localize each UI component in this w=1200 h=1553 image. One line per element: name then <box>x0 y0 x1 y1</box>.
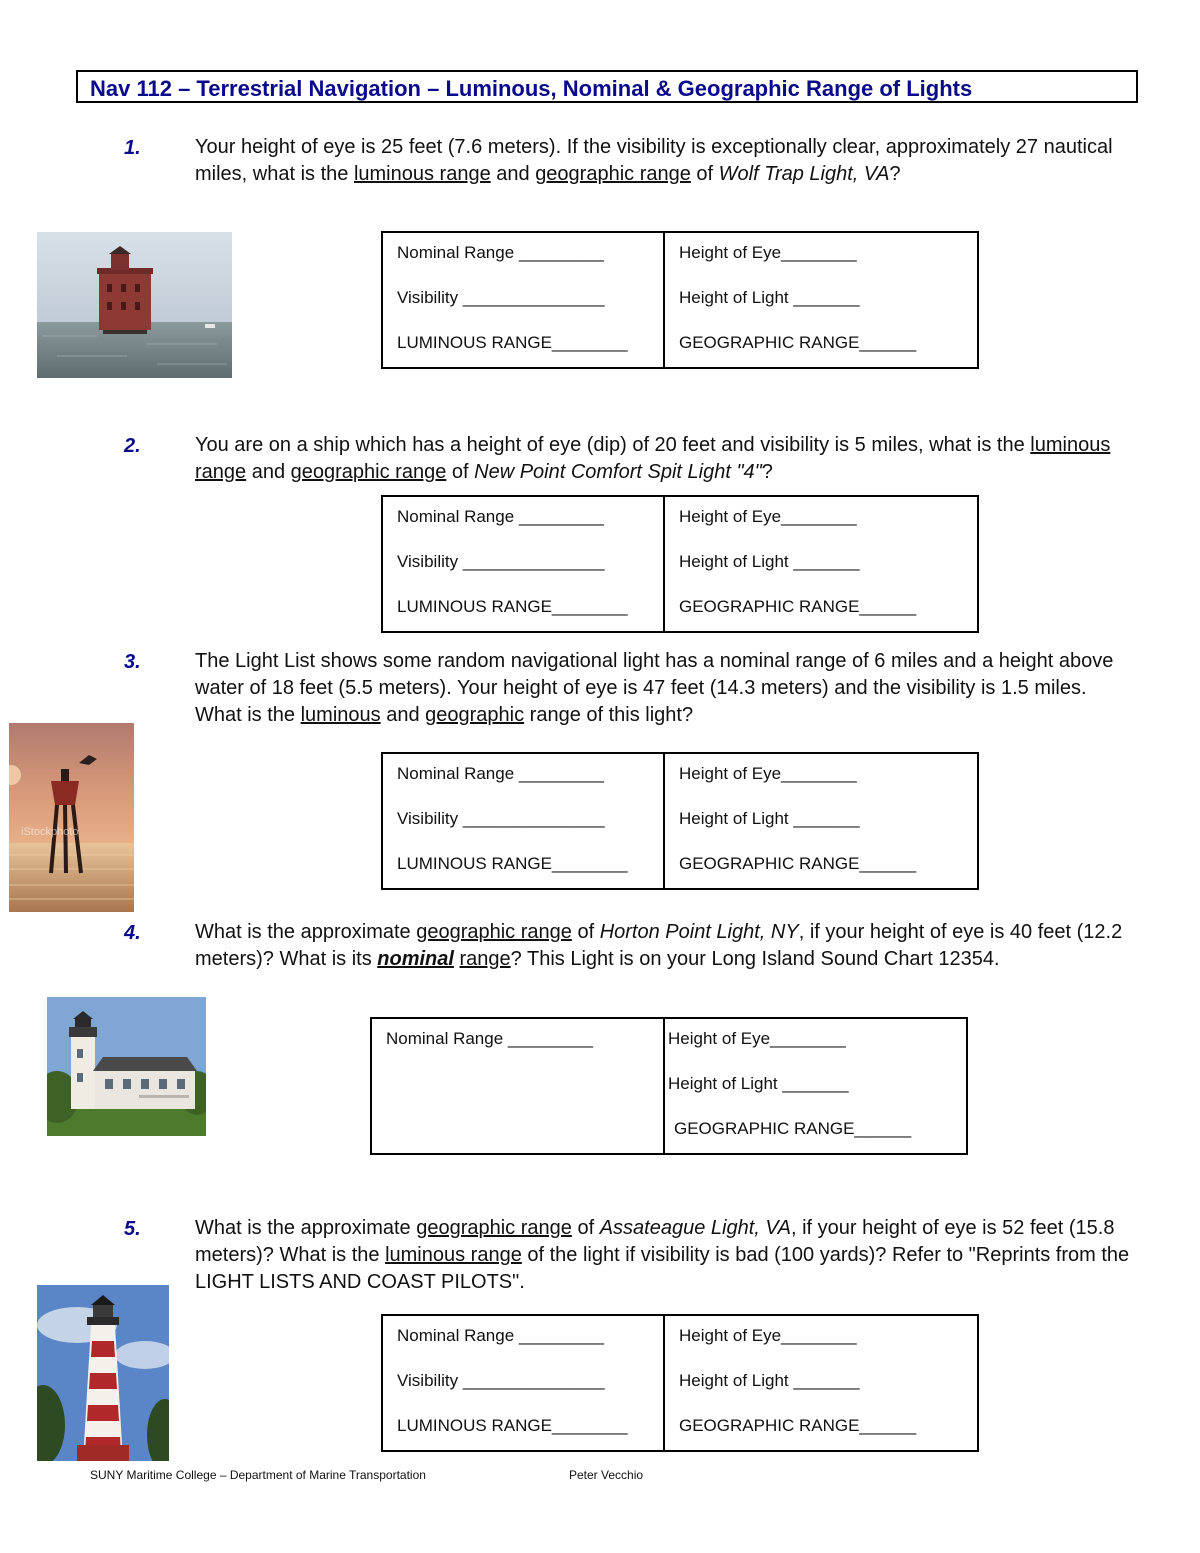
question-text-segment: What is the approximate <box>195 921 417 943</box>
question-text-segment: luminous range <box>195 434 1111 483</box>
nominal-range-field[interactable]: Nominal Range _________ <box>397 1326 604 1345</box>
table-divider <box>663 497 665 631</box>
question-text-segment: The Light List shows some random navigational light has a nominal range of 6 miles and a height above water of 18 feet (5.5 meters). Your height of eye is 47 feet (14.3 meters) and the visibility is 1.5 miles. What is the <box>195 650 1114 726</box>
question-text-segment: range of this light? <box>524 704 694 726</box>
question-number-3: 3. <box>124 651 141 673</box>
question-text-segment: geographic <box>425 704 525 726</box>
question-text-segment: luminous <box>300 704 381 726</box>
question-text-segment: What is the approximate <box>195 1217 417 1239</box>
question-text-segment: , if your height of eye is 40 feet (12.2 meters)? What is its <box>195 921 1123 970</box>
height-of-eye-field[interactable]: Height of Eye________ <box>679 507 857 526</box>
answer-table-2 <box>381 495 979 633</box>
table-divider <box>663 1316 665 1450</box>
table-divider <box>663 754 665 888</box>
question-text-segment: and <box>380 704 426 726</box>
question-text-2 <box>195 432 1135 486</box>
table-divider <box>663 1019 665 1153</box>
question-text-segment: Assateague Light, VA <box>599 1217 791 1239</box>
question-text-segment: ? This Light is on your Long Island Sound Chart 12354. <box>510 948 1000 970</box>
question-text-segment: geographic range <box>416 1217 572 1239</box>
height-of-eye-field[interactable]: Height of Eye________ <box>679 1326 857 1345</box>
geographic-range-field[interactable]: GEOGRAPHIC RANGE______ <box>679 1416 917 1435</box>
question-number-1: 1. <box>124 137 141 159</box>
visibility-field[interactable]: Visibility _______________ <box>397 552 605 571</box>
height-of-eye-field[interactable]: Height of Eye________ <box>679 764 857 783</box>
luminous-range-field[interactable]: LUMINOUS RANGE________ <box>397 1416 628 1435</box>
question-text-segment: ? <box>889 163 901 185</box>
question-text-segment: luminous range <box>353 163 491 185</box>
answer-table-3 <box>381 752 979 890</box>
luminous-range-field[interactable]: LUMINOUS RANGE________ <box>397 333 628 352</box>
question-text-segment: range <box>459 948 511 970</box>
question-text-segment: Horton Point Light, NY <box>599 921 799 943</box>
question-text-segment: of <box>690 163 719 185</box>
question-text-segment: ? <box>761 461 773 483</box>
question-text-segment: nominal <box>377 948 454 970</box>
answer-table-4 <box>370 1017 968 1155</box>
footer-author: Peter Vecchio <box>569 1468 644 1482</box>
nominal-range-field[interactable]: Nominal Range _________ <box>397 507 604 526</box>
nominal-range-field[interactable]: Nominal Range _________ <box>397 243 604 262</box>
question-text-segment: of <box>571 1217 600 1239</box>
height-of-light-field[interactable]: Height of Light _______ <box>679 809 860 828</box>
luminous-range-field[interactable]: LUMINOUS RANGE________ <box>397 854 628 873</box>
question-text-segment: geographic range <box>535 163 691 185</box>
question-text-segment: of the light if visibility is bad (100 yards)? Refer to "Reprints from the LIGHT LISTS AND COAST PILOTS". <box>195 1244 1130 1293</box>
answer-table-1 <box>381 231 979 369</box>
question-text-segment: geographic range <box>416 921 572 943</box>
question-text-3 <box>195 648 1135 729</box>
height-of-eye-field[interactable]: Height of Eye________ <box>668 1029 846 1048</box>
nominal-range-field[interactable]: Nominal Range _________ <box>386 1029 593 1048</box>
navigational-light-photo <box>9 723 134 912</box>
question-text-segment: Wolf Trap Light, VA <box>718 163 890 185</box>
question-text-segment: and <box>490 163 536 185</box>
height-of-light-field[interactable]: Height of Light _______ <box>679 288 860 307</box>
question-text-segment: luminous range <box>385 1244 522 1266</box>
height-of-eye-field[interactable]: Height of Eye________ <box>679 243 857 262</box>
visibility-field[interactable]: Visibility _______________ <box>397 809 605 828</box>
question-text-segment: , if your height of eye is 52 feet (15.8 meters)? What is the <box>195 1217 1115 1266</box>
question-number-2: 2. <box>124 435 141 457</box>
page-title: Nav 112 – Terrestrial Navigation – Luminous, Nominal & Geographic Range of Lights <box>90 76 973 101</box>
question-text-segment: and <box>246 461 291 483</box>
question-text-segment: of <box>571 921 600 943</box>
assateague-light-photo <box>37 1285 169 1461</box>
question-text-segment: of <box>446 461 475 483</box>
nominal-range-field[interactable]: Nominal Range _________ <box>397 764 604 783</box>
visibility-field[interactable]: Visibility _______________ <box>397 1371 605 1390</box>
question-number-5: 5. <box>124 1218 141 1240</box>
question-number-4: 4. <box>124 922 141 944</box>
question-text-segment: Your height of eye is 25 feet (7.6 meters). If the visibility is exceptionally clear, approximately 27 nautical miles, what is the <box>195 136 1113 185</box>
question-text-segment: You are on a ship which has a height of eye (dip) of 20 feet and visibility is 5 miles, what is the <box>195 434 1031 456</box>
luminous-range-field[interactable]: LUMINOUS RANGE________ <box>397 597 628 616</box>
geographic-range-field[interactable]: GEOGRAPHIC RANGE______ <box>679 333 917 352</box>
geographic-range-field[interactable]: GEOGRAPHIC RANGE______ <box>679 597 917 616</box>
height-of-light-field[interactable]: Height of Light _______ <box>668 1074 849 1093</box>
table-divider <box>663 233 665 367</box>
visibility-field[interactable]: Visibility _______________ <box>397 288 605 307</box>
question-text-4 <box>195 919 1135 973</box>
question-text-1 <box>195 134 1135 188</box>
answer-table-5 <box>381 1314 979 1452</box>
height-of-light-field[interactable]: Height of Light _______ <box>679 1371 860 1390</box>
title-box <box>76 70 1138 103</box>
geographic-range-field[interactable]: GEOGRAPHIC RANGE______ <box>674 1119 912 1138</box>
height-of-light-field[interactable]: Height of Light _______ <box>679 552 860 571</box>
question-text-5 <box>195 1215 1135 1296</box>
watermark-text: iStockphoto <box>21 826 79 838</box>
horton-point-light-photo <box>47 997 206 1136</box>
question-text-segment: geographic range <box>290 461 447 483</box>
wolf-trap-light-photo <box>37 232 232 378</box>
question-text-segment: New Point Comfort Spit Light "4" <box>474 461 762 483</box>
geographic-range-field[interactable]: GEOGRAPHIC RANGE______ <box>679 854 917 873</box>
footer-department: SUNY Maritime College – Department of Marine Transportation <box>90 1468 426 1482</box>
